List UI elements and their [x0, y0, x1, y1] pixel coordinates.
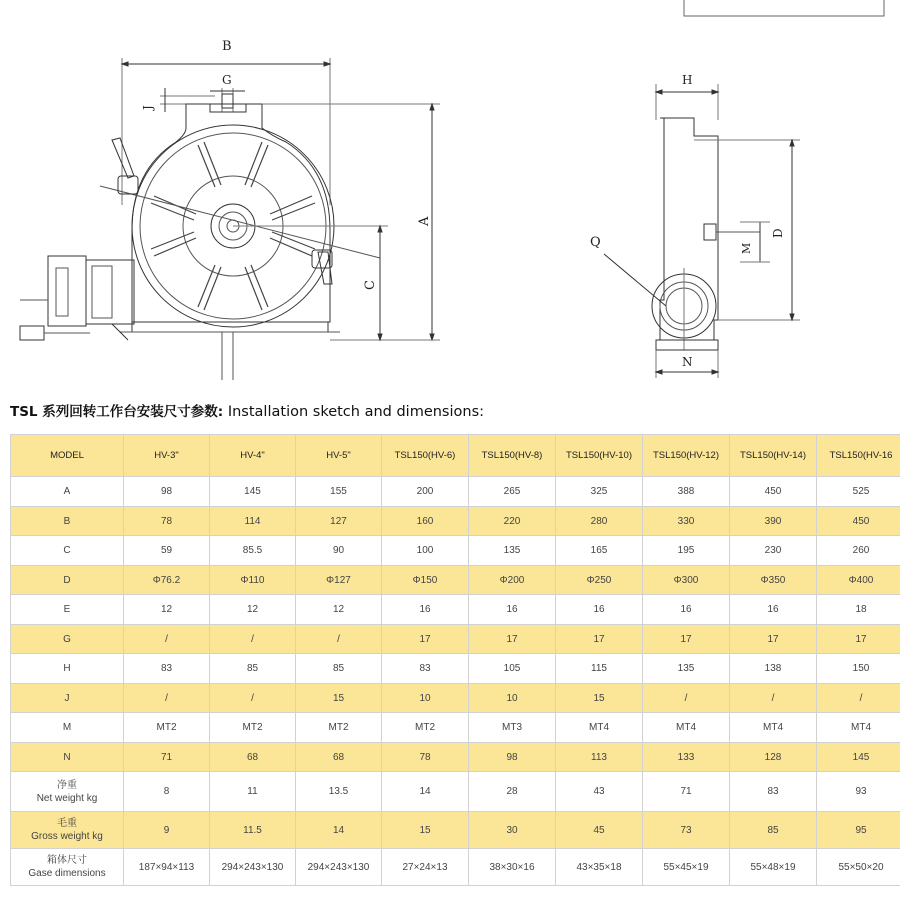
table-cell: 115	[556, 654, 643, 684]
row-label	[11, 713, 124, 743]
table-cell: 83	[730, 772, 817, 812]
row-label	[11, 849, 124, 886]
table-cell: 450	[730, 477, 817, 507]
row-label-text: E	[63, 604, 71, 615]
table-row	[11, 743, 900, 772]
side-view	[590, 73, 800, 378]
table-cell: MT4	[730, 713, 817, 743]
dim-label-q: Q	[590, 235, 601, 250]
row-label-text: 箱体尺寸	[47, 855, 87, 866]
table-cell: 59	[124, 536, 210, 566]
table-cell: 38×30×16	[469, 849, 556, 886]
table-cell: 68	[296, 743, 382, 772]
header-cell: TSL150(HV-12)	[643, 435, 730, 477]
table-cell: 16	[469, 595, 556, 625]
table-cell: MT3	[469, 713, 556, 743]
table-cell: 83	[382, 654, 469, 684]
table-cell: 8	[124, 772, 210, 812]
header-cell: TSL150(HV-14)	[730, 435, 817, 477]
row-label	[11, 743, 124, 772]
table-cell: 16	[643, 595, 730, 625]
row-label-text: J	[64, 692, 70, 704]
table-cell: Φ76.2	[124, 566, 210, 595]
table-row	[11, 566, 900, 595]
row-label-text: A	[63, 486, 71, 497]
table-cell: Φ150	[382, 566, 469, 595]
header-cell: TSL150(HV-6)	[382, 435, 469, 477]
row-label	[11, 772, 124, 812]
table-cell: MT4	[817, 713, 900, 743]
table-cell: 11.5	[210, 812, 296, 849]
table-cell: 83	[124, 654, 210, 684]
table-cell: /	[210, 625, 296, 654]
dimensions-table	[10, 434, 900, 886]
table-cell: 100	[382, 536, 469, 566]
table-cell: 90	[296, 536, 382, 566]
table-cell: 45	[556, 812, 643, 849]
table-cell: 73	[643, 812, 730, 849]
table-cell: 525	[817, 477, 900, 507]
table-cell: 260	[817, 536, 900, 566]
table-cell: 127	[296, 507, 382, 536]
table-cell: 10	[382, 684, 469, 713]
table-cell: 160	[382, 507, 469, 536]
table-cell: 13.5	[296, 772, 382, 812]
row-label	[11, 654, 124, 684]
row-label	[11, 566, 124, 595]
row-label-text: G	[63, 633, 71, 645]
page-title	[10, 400, 484, 420]
row-label	[11, 477, 124, 507]
table-cell: 78	[382, 743, 469, 772]
table-header-row	[11, 435, 900, 477]
table-cell: 230	[730, 536, 817, 566]
table-row	[11, 507, 900, 536]
table-cell: MT2	[382, 713, 469, 743]
table-cell: 55×50×20	[817, 849, 900, 886]
table-cell: 294×243×130	[210, 849, 296, 886]
table-row	[11, 536, 900, 566]
table-cell: 133	[643, 743, 730, 772]
dim-label-h: H	[682, 73, 693, 87]
table-cell: 155	[296, 477, 382, 507]
table-cell: 12	[124, 595, 210, 625]
table-cell: 294×243×130	[296, 849, 382, 886]
table-cell: 330	[643, 507, 730, 536]
table-cell: /	[730, 684, 817, 713]
table-cell: 17	[469, 625, 556, 654]
dim-label-n: N	[682, 355, 693, 369]
table-cell: 128	[730, 743, 817, 772]
table-cell: 98	[469, 743, 556, 772]
table-cell: 93	[817, 772, 900, 812]
row-label	[11, 507, 124, 536]
table-cell: Φ110	[210, 566, 296, 595]
table-cell: 43	[556, 772, 643, 812]
table-cell: 85	[210, 654, 296, 684]
row-label-text: H	[63, 663, 71, 674]
header-cell: HV-4"	[210, 435, 296, 477]
table-cell: 85.5	[210, 536, 296, 566]
table-cell: 17	[556, 625, 643, 654]
table-cell: 114	[210, 507, 296, 536]
table-cell: 28	[469, 772, 556, 812]
dim-label-j: J	[141, 105, 155, 110]
table-cell: 195	[643, 536, 730, 566]
table-cell: 14	[382, 772, 469, 812]
table-cell: 85	[730, 812, 817, 849]
table-cell: 113	[556, 743, 643, 772]
table-cell: 12	[210, 595, 296, 625]
table-cell: 55×48×19	[730, 849, 817, 886]
table-cell: /	[124, 684, 210, 713]
table-row	[11, 812, 900, 849]
table-cell: 16	[382, 595, 469, 625]
table-cell: /	[817, 684, 900, 713]
installation-sketch	[0, 0, 900, 395]
table-cell: MT4	[556, 713, 643, 743]
table-cell: 138	[730, 654, 817, 684]
row-label	[11, 625, 124, 654]
row-label	[11, 684, 124, 713]
table-cell: 30	[469, 812, 556, 849]
table-cell: 9	[124, 812, 210, 849]
table-cell: 165	[556, 536, 643, 566]
table-row	[11, 684, 900, 713]
table-cell: MT2	[296, 713, 382, 743]
header-cell: TSL150(HV-10)	[556, 435, 643, 477]
table-cell: 17	[382, 625, 469, 654]
table-row	[11, 477, 900, 507]
row-label-text: C	[63, 545, 71, 556]
table-cell: 150	[817, 654, 900, 684]
table-cell: 265	[469, 477, 556, 507]
table-cell: 325	[556, 477, 643, 507]
header-cell: HV-5"	[296, 435, 382, 477]
table-row	[11, 625, 900, 654]
dimensions-table-wrapper	[10, 434, 900, 900]
row-label-text: D	[63, 574, 71, 586]
row-label-subtext: Gase dimensions	[28, 868, 106, 879]
table-cell: 95	[817, 812, 900, 849]
table-cell: 71	[124, 743, 210, 772]
table-cell: /	[643, 684, 730, 713]
table-cell: 15	[556, 684, 643, 713]
dim-label-d: D	[771, 228, 785, 238]
row-label-text: B	[63, 515, 71, 527]
row-label-text: M	[62, 722, 72, 733]
row-label-text: 毛重	[57, 818, 77, 829]
row-label	[11, 595, 124, 625]
table-cell: 43×35×18	[556, 849, 643, 886]
table-row	[11, 772, 900, 812]
table-cell: MT4	[643, 713, 730, 743]
front-view	[20, 39, 440, 380]
table-cell: 145	[817, 743, 900, 772]
dim-label-g: G	[222, 73, 232, 87]
table-cell: 27×24×13	[382, 849, 469, 886]
table-cell: Φ350	[730, 566, 817, 595]
row-label-subtext: Net weight kg	[36, 792, 98, 804]
table-cell: 17	[643, 625, 730, 654]
row-label	[11, 536, 124, 566]
header-cell: TSL150(HV-8)	[469, 435, 556, 477]
table-cell: 18	[817, 595, 900, 625]
table-cell: 17	[730, 625, 817, 654]
table-cell: 16	[730, 595, 817, 625]
table-cell: 78	[124, 507, 210, 536]
table-body	[11, 435, 900, 886]
page-title-en: Installation sketch and dimensions:	[227, 404, 485, 420]
table-cell: 71	[643, 772, 730, 812]
table-cell: 98	[124, 477, 210, 507]
table-cell: 15	[382, 812, 469, 849]
table-row	[11, 713, 900, 743]
table-cell: Φ400	[817, 566, 900, 595]
table-cell: 187×94×113	[124, 849, 210, 886]
table-cell: Φ200	[469, 566, 556, 595]
row-label-subtext: Gross weight kg	[31, 831, 103, 842]
row-label-text: 净重	[57, 779, 77, 791]
table-cell: 11	[210, 772, 296, 812]
dim-label-b: B	[222, 39, 232, 54]
table-row	[11, 595, 900, 625]
page-title-cn: TSL 系列回转工作台安装尺寸参数:	[10, 404, 224, 420]
table-cell: Φ127	[296, 566, 382, 595]
table-cell: 12	[296, 595, 382, 625]
row-label-text: N	[63, 751, 71, 763]
table-cell: 135	[643, 654, 730, 684]
header-cell: HV-3"	[124, 435, 210, 477]
table-cell: 220	[469, 507, 556, 536]
table-row	[11, 849, 900, 886]
table-cell: 105	[469, 654, 556, 684]
table-cell: Φ300	[643, 566, 730, 595]
table-cell: 17	[817, 625, 900, 654]
table-cell: MT2	[124, 713, 210, 743]
table-cell: 15	[296, 684, 382, 713]
table-cell: 200	[382, 477, 469, 507]
table-cell: 55×45×19	[643, 849, 730, 886]
row-label	[11, 812, 124, 849]
header-model: MODEL	[11, 435, 124, 477]
dim-label-m: M	[740, 242, 753, 254]
table-cell: 390	[730, 507, 817, 536]
table-cell: 135	[469, 536, 556, 566]
table-cell: /	[124, 625, 210, 654]
table-cell: 68	[210, 743, 296, 772]
table-row	[11, 654, 900, 684]
dim-label-c: C	[363, 280, 378, 290]
table-cell: 10	[469, 684, 556, 713]
table-cell: 280	[556, 507, 643, 536]
table-cell: 85	[296, 654, 382, 684]
header-cell: TSL150(HV-16	[817, 435, 900, 477]
table-cell: MT2	[210, 713, 296, 743]
table-cell: 16	[556, 595, 643, 625]
dim-label-a: A	[417, 216, 432, 226]
table-cell: 14	[296, 812, 382, 849]
table-cell: /	[210, 684, 296, 713]
table-cell: Φ250	[556, 566, 643, 595]
table-cell: 145	[210, 477, 296, 507]
table-cell: /	[296, 625, 382, 654]
table-cell: 388	[643, 477, 730, 507]
table-cell: 450	[817, 507, 900, 536]
